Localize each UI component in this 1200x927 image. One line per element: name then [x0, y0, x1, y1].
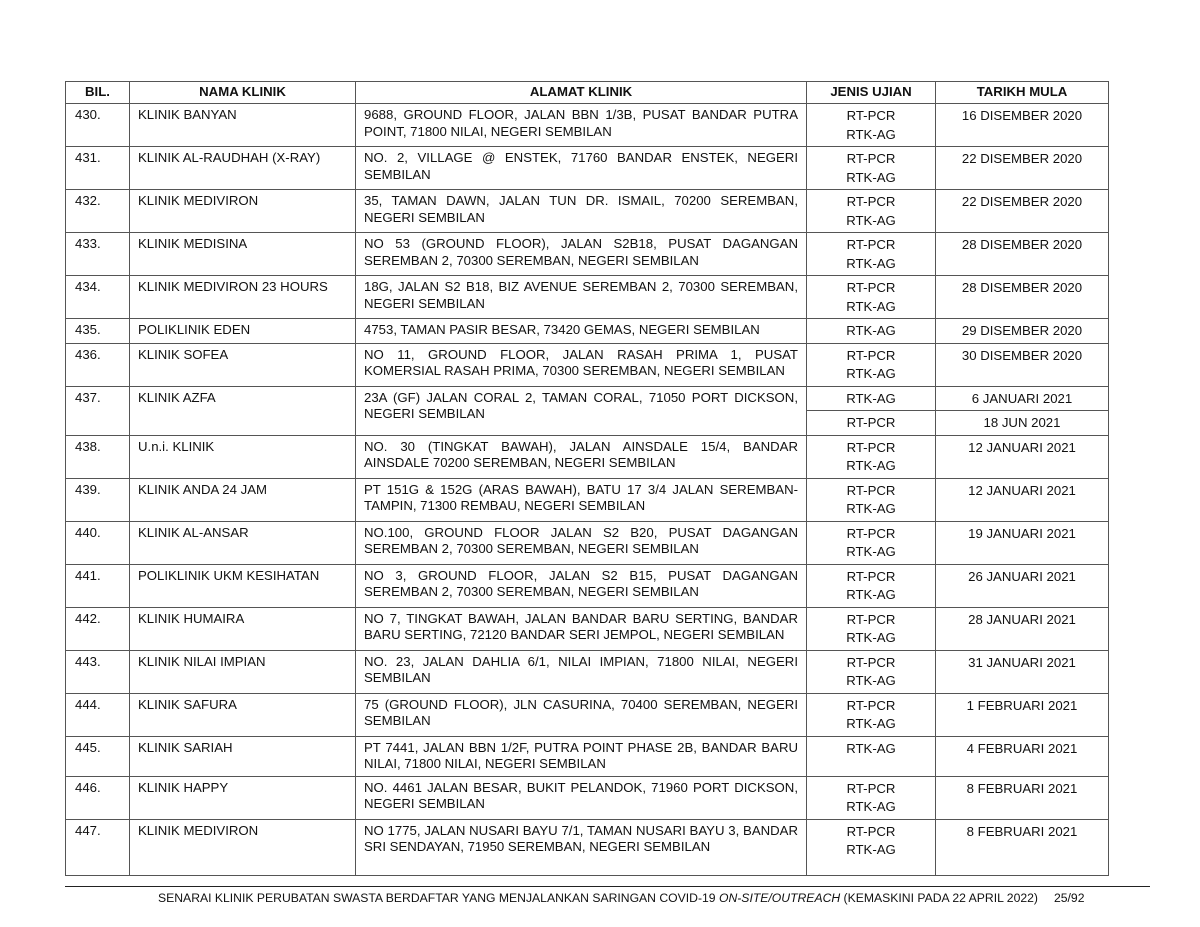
test-type-label: RT-PCR — [846, 568, 896, 584]
cell-alamat-klinik: NO.100, GROUND FLOOR JALAN S2 B20, PUSAT DAGANGAN SEREMBAN 2, 70300 SEREMBAN, NEGERI SEMBILAN — [356, 521, 807, 564]
cell-jenis-ujian — [807, 564, 936, 607]
cell-bil: 437. — [66, 386, 130, 435]
cell-nama-klinik: KLINIK NILAI IMPIAN — [130, 650, 356, 693]
cell-tarikh-mula: 30 DISEMBER 2020 — [936, 343, 1109, 386]
cell-tarikh-mula: 6 JANUARI 2021 — [936, 386, 1109, 411]
cell-alamat-klinik: PT 7441, JALAN BBN 1/2F, PUTRA POINT PHASE 2B, BANDAR BARU NILAI, 71800 NILAI, NEGERI SEMBILAN — [356, 736, 807, 776]
cell-jenis-ujian — [807, 104, 936, 147]
test-type-label: RTK-AG — [846, 799, 896, 814]
cell-tarikh-mula: 31 JANUARI 2021 — [936, 650, 1109, 693]
cell-tarikh-mula: 4 FEBRUARI 2021 — [936, 736, 1109, 776]
test-type-label: RTK-AG — [846, 716, 896, 731]
cell-alamat-klinik: NO. 23, JALAN DAHLIA 6/1, NILAI IMPIAN, 71800 NILAI, NEGERI SEMBILAN — [356, 650, 807, 693]
cell-nama-klinik: U.n.i. KLINIK — [130, 435, 356, 478]
test-type-label: RT-PCR — [846, 823, 896, 839]
table-row — [66, 343, 1109, 386]
test-type-label: RTK-AG — [846, 323, 896, 338]
test-type-label: RT-PCR — [846, 439, 896, 455]
cell-alamat-klinik: 23A (GF) JALAN CORAL 2, TAMAN CORAL, 71050 PORT DICKSON, NEGERI SEMBILAN — [356, 386, 807, 435]
cell-nama-klinik: KLINIK MEDISINA — [130, 233, 356, 276]
cell-tarikh-mula: 12 JANUARI 2021 — [936, 435, 1109, 478]
header-jenis-ujian: JENIS UJIAN — [807, 82, 936, 104]
cell-jenis-ujian — [807, 233, 936, 276]
cell-tarikh-mula: 28 JANUARI 2021 — [936, 607, 1109, 650]
cell-tarikh-mula: 19 JANUARI 2021 — [936, 521, 1109, 564]
test-type-label: RTK-AG — [846, 458, 896, 473]
cell-tarikh-mula: 26 JANUARI 2021 — [936, 564, 1109, 607]
cell-alamat-klinik: PT 151G & 152G (ARAS BAWAH), BATU 17 3/4 JALAN SEREMBAN-TAMPIN, 71300 REMBAU, NEGERI SEMBILAN — [356, 478, 807, 521]
cell-jenis-ujian — [807, 521, 936, 564]
cell-bil: 435. — [66, 319, 130, 344]
table-row — [66, 564, 1109, 607]
cell-bil: 447. — [66, 819, 130, 875]
table-row — [66, 386, 1109, 411]
cell-tarikh-mula: 18 JUN 2021 — [936, 411, 1109, 436]
test-type-label: RTK-AG — [846, 212, 896, 228]
cell-jenis-ujian — [807, 736, 936, 776]
cell-bil: 440. — [66, 521, 130, 564]
cell-alamat-klinik: 18G, JALAN S2 B18, BIZ AVENUE SEREMBAN 2, 70300 SEREMBAN, NEGERI SEMBILAN — [356, 276, 807, 319]
test-type-label: RT-PCR — [846, 237, 896, 252]
cell-bil: 433. — [66, 233, 130, 276]
table-row — [66, 276, 1109, 319]
test-type-label: RT-PCR — [846, 194, 896, 209]
cell-bil: 434. — [66, 276, 130, 319]
cell-jenis-ujian: RT-PCR — [807, 411, 936, 436]
cell-bil: 443. — [66, 650, 130, 693]
cell-bil: 442. — [66, 607, 130, 650]
cell-nama-klinik: POLIKLINIK EDEN — [130, 319, 356, 344]
cell-nama-klinik: KLINIK SAFURA — [130, 693, 356, 736]
test-type-label: RTK-AG — [846, 366, 896, 381]
test-type-label: RTK-AG — [846, 169, 896, 185]
cell-alamat-klinik: NO 7, TINGKAT BAWAH, JALAN BANDAR BARU SERTING, BANDAR BARU SERTING, 72120 BANDAR SERI JEMPOL, NEGERI SEMBILAN — [356, 607, 807, 650]
cell-jenis-ujian — [807, 776, 936, 819]
table-row — [66, 190, 1109, 233]
test-type-label: RTK-AG — [846, 501, 896, 516]
test-type-label: RT-PCR — [846, 654, 896, 670]
test-type-label: RTK-AG — [846, 630, 896, 645]
page-footer — [158, 891, 1084, 905]
cell-jenis-ujian — [807, 435, 936, 478]
cell-alamat-klinik: NO 53 (GROUND FLOOR), JALAN S2B18, PUSAT DAGANGAN SEREMBAN 2, 70300 SEREMBAN, NEGERI SEMBILAN — [356, 233, 807, 276]
test-type-label: RT-PCR — [846, 151, 896, 166]
clinic-table-container — [65, 81, 1108, 876]
cell-nama-klinik: KLINIK AL-RAUDHAH (X-RAY) — [130, 147, 356, 190]
table-row — [66, 104, 1109, 147]
cell-tarikh-mula: 28 DISEMBER 2020 — [936, 276, 1109, 319]
table-header-row — [66, 82, 1109, 104]
cell-bil: 441. — [66, 564, 130, 607]
cell-nama-klinik: POLIKLINIK UKM KESIHATAN — [130, 564, 356, 607]
cell-jenis-ujian — [807, 607, 936, 650]
test-type-label: RT-PCR — [846, 347, 896, 363]
cell-tarikh-mula: 29 DISEMBER 2020 — [936, 319, 1109, 344]
test-type-label: RT-PCR — [846, 482, 896, 498]
table-row — [66, 521, 1109, 564]
cell-tarikh-mula: 22 DISEMBER 2020 — [936, 190, 1109, 233]
cell-jenis-ujian — [807, 319, 936, 344]
table-row — [66, 819, 1109, 875]
cell-alamat-klinik: NO. 2, VILLAGE @ ENSTEK, 71760 BANDAR ENSTEK, NEGERI SEMBILAN — [356, 147, 807, 190]
header-alamat-klinik: ALAMAT KLINIK — [356, 82, 807, 104]
header-nama-klinik: NAMA KLINIK — [130, 82, 356, 104]
cell-bil: 444. — [66, 693, 130, 736]
cell-alamat-klinik: 4753, TAMAN PASIR BESAR, 73420 GEMAS, NEGERI SEMBILAN — [356, 319, 807, 344]
cell-bil: 432. — [66, 190, 130, 233]
table-row — [66, 147, 1109, 190]
cell-tarikh-mula: 12 JANUARI 2021 — [936, 478, 1109, 521]
test-type-label: RTK-AG — [846, 544, 896, 559]
footer-divider — [65, 886, 1150, 887]
header-tarikh-mula: TARIKH MULA — [936, 82, 1109, 104]
cell-jenis-ujian — [807, 693, 936, 736]
cell-bil: 446. — [66, 776, 130, 819]
footer-update-date: (KEMASKINI PADA 22 APRIL 2022) — [840, 891, 1038, 905]
cell-tarikh-mula: 1 FEBRUARI 2021 — [936, 693, 1109, 736]
cell-jenis-ujian — [807, 343, 936, 386]
cell-nama-klinik: KLINIK HUMAIRA — [130, 607, 356, 650]
test-type-label: RTK-AG — [846, 673, 896, 688]
cell-alamat-klinik: NO 11, GROUND FLOOR, JALAN RASAH PRIMA 1, PUSAT KOMERSIAL RASAH PRIMA, 70300 SEREMBAN, NEGERI SEMBILAN — [356, 343, 807, 386]
cell-bil: 445. — [66, 736, 130, 776]
page-number: 25/92 — [1053, 891, 1085, 905]
test-type-label: RT-PCR — [846, 108, 896, 123]
table-row — [66, 478, 1109, 521]
table-row — [66, 435, 1109, 478]
test-type-label: RT-PCR — [846, 525, 896, 541]
test-type-label: RT-PCR — [846, 780, 896, 796]
cell-nama-klinik: KLINIK SOFEA — [130, 343, 356, 386]
cell-bil: 438. — [66, 435, 130, 478]
test-type-label: RTK-AG — [846, 255, 896, 271]
test-type-label: RTK-AG — [846, 587, 896, 602]
test-type-label: RTK-AG — [846, 842, 896, 857]
cell-nama-klinik: KLINIK AL-ANSAR — [130, 521, 356, 564]
cell-bil: 430. — [66, 104, 130, 147]
cell-jenis-ujian — [807, 276, 936, 319]
table-row — [66, 233, 1109, 276]
cell-jenis-ujian — [807, 147, 936, 190]
cell-bil: 439. — [66, 478, 130, 521]
cell-jenis-ujian — [807, 650, 936, 693]
cell-nama-klinik: KLINIK HAPPY — [130, 776, 356, 819]
footer-title: SENARAI KLINIK PERUBATAN SWASTA BERDAFTAR YANG MENJALANKAN SARINGAN COVID-19 — [158, 891, 719, 905]
test-type-label: RT-PCR — [846, 280, 896, 295]
table-row — [66, 319, 1109, 344]
cell-tarikh-mula: 22 DISEMBER 2020 — [936, 147, 1109, 190]
table-row — [66, 650, 1109, 693]
cell-nama-klinik: KLINIK MEDIVIRON — [130, 190, 356, 233]
cell-nama-klinik: KLINIK ANDA 24 JAM — [130, 478, 356, 521]
cell-alamat-klinik: 75 (GROUND FLOOR), JLN CASURINA, 70400 SEREMBAN, NEGERI SEMBILAN — [356, 693, 807, 736]
clinic-table — [65, 81, 1109, 876]
test-type-label: RTK-AG — [846, 126, 896, 142]
cell-alamat-klinik: 35, TAMAN DAWN, JALAN TUN DR. ISMAIL, 70200 SEREMBAN, NEGERI SEMBILAN — [356, 190, 807, 233]
cell-alamat-klinik: 9688, GROUND FLOOR, JALAN BBN 1/3B, PUSAT BANDAR PUTRA POINT, 71800 NILAI, NEGERI SEMBILAN — [356, 104, 807, 147]
table-row — [66, 736, 1109, 776]
cell-bil: 436. — [66, 343, 130, 386]
cell-tarikh-mula: 16 DISEMBER 2020 — [936, 104, 1109, 147]
cell-nama-klinik: KLINIK SARIAH — [130, 736, 356, 776]
cell-tarikh-mula: 8 FEBRUARI 2021 — [936, 776, 1109, 819]
cell-jenis-ujian — [807, 478, 936, 521]
table-body — [66, 104, 1109, 876]
test-type-label: RTK-AG — [846, 740, 896, 756]
table-row — [66, 693, 1109, 736]
cell-tarikh-mula: 8 FEBRUARI 2021 — [936, 819, 1109, 875]
table-row — [66, 607, 1109, 650]
cell-alamat-klinik: NO. 4461 JALAN BESAR, BUKIT PELANDOK, 71960 PORT DICKSON, NEGERI SEMBILAN — [356, 776, 807, 819]
cell-alamat-klinik: NO 3, GROUND FLOOR, JALAN S2 B15, PUSAT DAGANGAN SEREMBAN 2, 70300 SEREMBAN, NEGERI SEMBILAN — [356, 564, 807, 607]
test-type-label: RTK-AG — [846, 298, 896, 314]
cell-alamat-klinik: NO 1775, JALAN NUSARI BAYU 7/1, TAMAN NUSARI BAYU 3, BANDAR SRI SENDAYAN, 71950 SEREMBAN, NEGERI SEMBILAN — [356, 819, 807, 875]
cell-nama-klinik: KLINIK MEDIVIRON — [130, 819, 356, 875]
test-type-label: RT-PCR — [846, 611, 896, 627]
cell-jenis-ujian: RTK-AG — [807, 386, 936, 411]
cell-nama-klinik: KLINIK BANYAN — [130, 104, 356, 147]
cell-tarikh-mula: 28 DISEMBER 2020 — [936, 233, 1109, 276]
test-type-label: RT-PCR — [846, 697, 896, 713]
cell-alamat-klinik: NO. 30 (TINGKAT BAWAH), JALAN AINSDALE 15/4, BANDAR AINSDALE 70200 SEREMBAN, NEGERI SEMBILAN — [356, 435, 807, 478]
cell-jenis-ujian — [807, 190, 936, 233]
cell-jenis-ujian — [807, 819, 936, 875]
table-row — [66, 776, 1109, 819]
cell-nama-klinik: KLINIK AZFA — [130, 386, 356, 435]
header-bil: BIL. — [66, 82, 130, 104]
cell-bil: 431. — [66, 147, 130, 190]
footer-title-italic: ON-SITE/OUTREACH — [718, 891, 841, 905]
cell-nama-klinik: KLINIK MEDIVIRON 23 HOURS — [130, 276, 356, 319]
